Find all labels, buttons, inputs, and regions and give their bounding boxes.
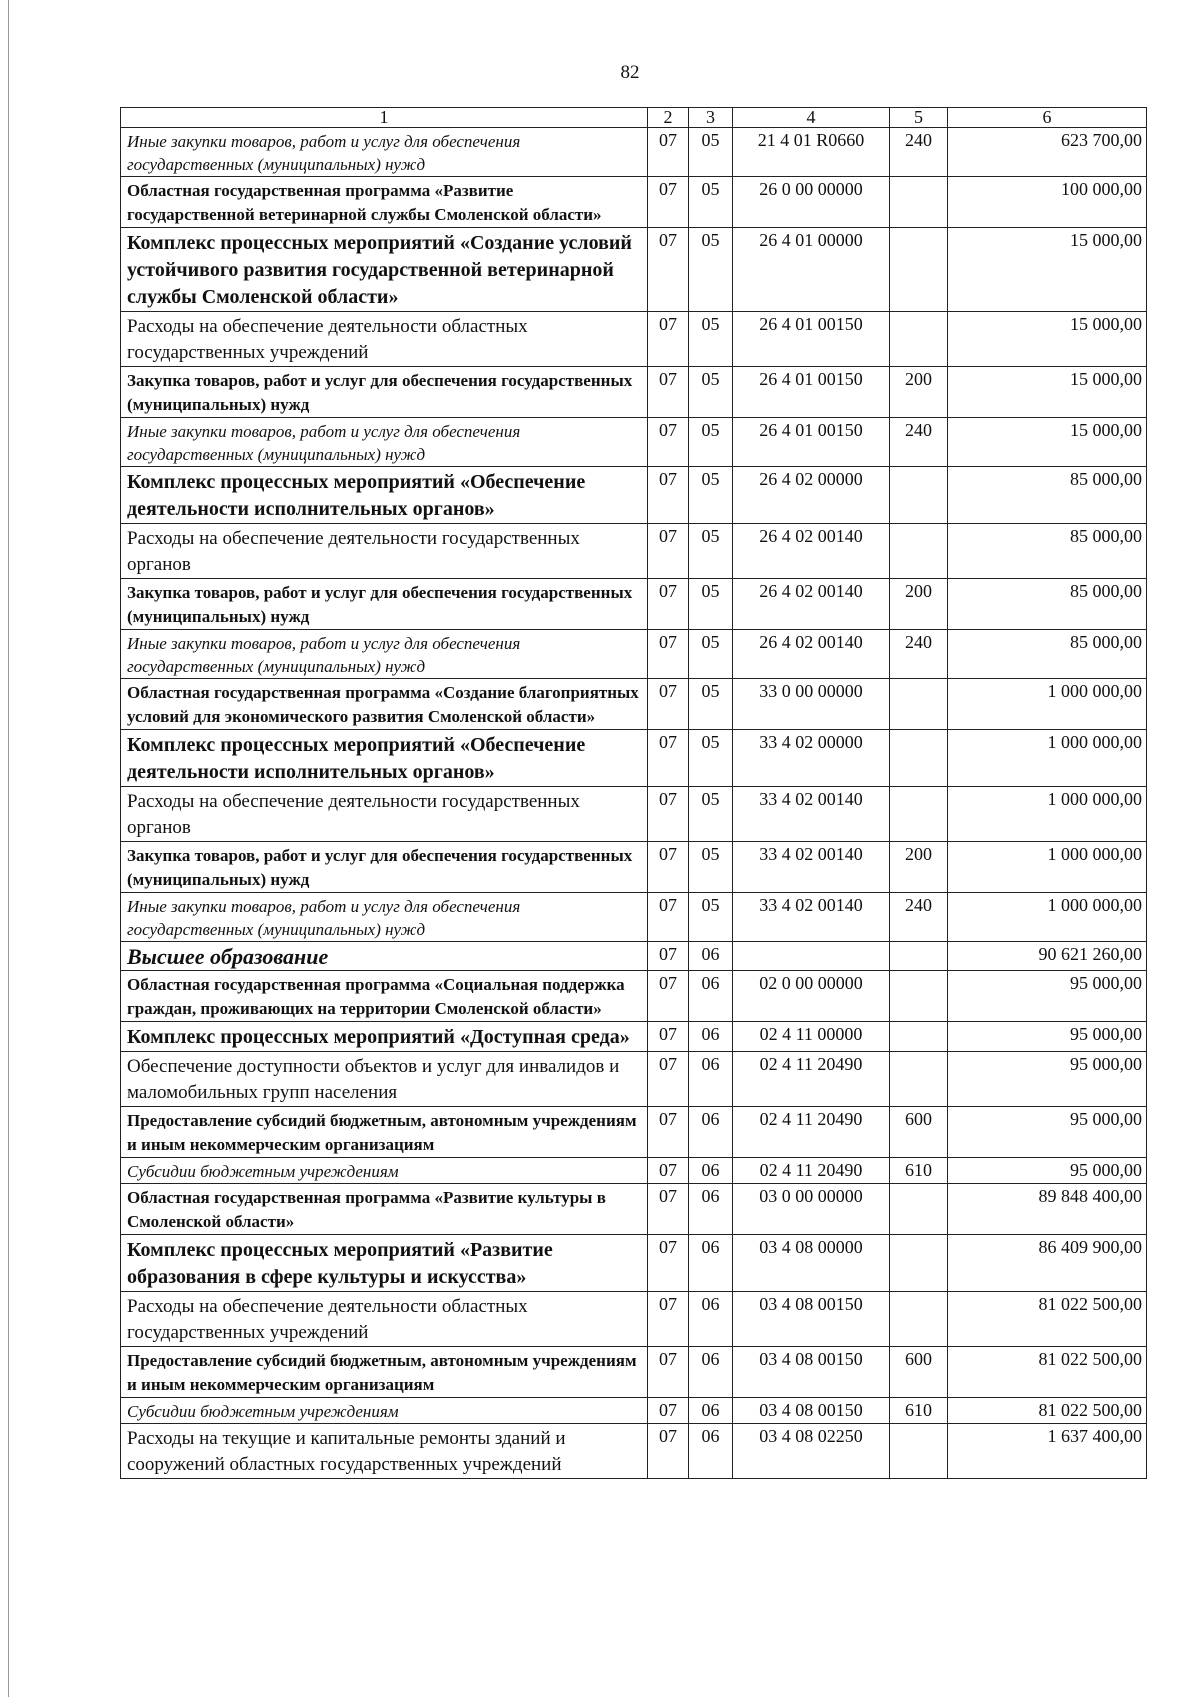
- row-amount-cell: 100 000,00: [948, 177, 1147, 228]
- row-target-article-cell: 03 4 08 02250: [733, 1424, 890, 1479]
- row-expense-type-cell: 240: [890, 630, 948, 679]
- row-name-cell: Высшее образование: [121, 942, 648, 971]
- table-header-row: [121, 108, 1147, 128]
- row-target-article-cell: 02 0 00 00000: [733, 971, 890, 1022]
- row-name-cell: Расходы на обеспечение деятельности областных государственных учреждений: [121, 312, 648, 367]
- row-target-article-cell: 26 4 02 00140: [733, 579, 890, 630]
- row-target-article-cell: 26 4 02 00000: [733, 467, 890, 524]
- row-name-cell: Предоставление субсидий бюджетным, автономным учреждениям и иным некоммерческим организациям: [121, 1347, 648, 1398]
- row-expense-type-cell: [890, 1184, 948, 1235]
- row-name-cell: Областная государственная программа «Развитие культуры в Смоленской области»: [121, 1184, 648, 1235]
- row-target-article-cell: 26 4 02 00140: [733, 524, 890, 579]
- row-target-article-cell: 03 4 08 00150: [733, 1347, 890, 1398]
- page-number: 82: [620, 62, 640, 83]
- row-expense-type-cell: 200: [890, 367, 948, 418]
- row-name-cell: Комплекс процессных мероприятий «Обеспечение деятельности исполнительных органов»: [121, 730, 648, 787]
- row-section-cell: 07: [648, 730, 689, 787]
- table-row: [121, 418, 1147, 467]
- row-section-cell: 07: [648, 971, 689, 1022]
- table-row: [121, 367, 1147, 418]
- row-amount-cell: 81 022 500,00: [948, 1398, 1147, 1424]
- row-amount-cell: 95 000,00: [948, 1107, 1147, 1158]
- column-header-3: 3: [689, 108, 733, 128]
- row-expense-type-cell: [890, 971, 948, 1022]
- row-name-cell: Закупка товаров, работ и услуг для обеспечения государственных (муниципальных) нужд: [121, 842, 648, 893]
- row-name-cell: Расходы на обеспечение деятельности областных государственных учреждений: [121, 1292, 648, 1347]
- column-header-1: 1: [121, 108, 648, 128]
- row-amount-cell: 1 000 000,00: [948, 842, 1147, 893]
- row-amount-cell: 85 000,00: [948, 524, 1147, 579]
- table-row: [121, 942, 1147, 971]
- row-amount-cell: 95 000,00: [948, 1052, 1147, 1107]
- row-expense-type-cell: [890, 228, 948, 312]
- row-target-article-cell: 26 0 00 00000: [733, 177, 890, 228]
- row-expense-type-cell: 600: [890, 1107, 948, 1158]
- row-target-article-cell: 03 4 08 00000: [733, 1235, 890, 1292]
- row-subsection-cell: 06: [689, 942, 733, 971]
- row-name-cell: Закупка товаров, работ и услуг для обеспечения государственных (муниципальных) нужд: [121, 579, 648, 630]
- table-row: [121, 1158, 1147, 1184]
- row-subsection-cell: 05: [689, 367, 733, 418]
- row-expense-type-cell: [890, 1235, 948, 1292]
- row-name-cell: Закупка товаров, работ и услуг для обеспечения государственных (муниципальных) нужд: [121, 367, 648, 418]
- row-section-cell: 07: [648, 1292, 689, 1347]
- row-expense-type-cell: [890, 679, 948, 730]
- row-amount-cell: 15 000,00: [948, 367, 1147, 418]
- row-section-cell: 07: [648, 467, 689, 524]
- row-target-article-cell: 26 4 02 00140: [733, 630, 890, 679]
- row-subsection-cell: 05: [689, 579, 733, 630]
- row-expense-type-cell: [890, 1424, 948, 1479]
- row-expense-type-cell: [890, 787, 948, 842]
- row-expense-type-cell: [890, 1052, 948, 1107]
- row-amount-cell: 90 621 260,00: [948, 942, 1147, 971]
- row-subsection-cell: 05: [689, 630, 733, 679]
- row-name-cell: Областная государственная программа «Социальная поддержка граждан, проживающих на территории Смоленской области»: [121, 971, 648, 1022]
- row-name-cell: Иные закупки товаров, работ и услуг для обеспечения государственных (муниципальных) нужд: [121, 630, 648, 679]
- column-header-6: 6: [948, 108, 1147, 128]
- row-amount-cell: 1 000 000,00: [948, 679, 1147, 730]
- row-target-article-cell: 33 4 02 00000: [733, 730, 890, 787]
- table-row: [121, 128, 1147, 177]
- row-section-cell: 07: [648, 842, 689, 893]
- row-section-cell: 07: [648, 418, 689, 467]
- row-expense-type-cell: [890, 312, 948, 367]
- row-section-cell: 07: [648, 312, 689, 367]
- table-row: [121, 1107, 1147, 1158]
- table-row: [121, 228, 1147, 312]
- row-subsection-cell: 05: [689, 128, 733, 177]
- row-target-article-cell: 21 4 01 R0660: [733, 128, 890, 177]
- table-row: [121, 1022, 1147, 1052]
- row-name-cell: Обеспечение доступности объектов и услуг для инвалидов и маломобильных групп населения: [121, 1052, 648, 1107]
- row-subsection-cell: 05: [689, 524, 733, 579]
- row-target-article-cell: 02 4 11 00000: [733, 1022, 890, 1052]
- table-row: [121, 579, 1147, 630]
- column-header-2: 2: [648, 108, 689, 128]
- row-target-article-cell: [733, 942, 890, 971]
- row-name-cell: Иные закупки товаров, работ и услуг для обеспечения государственных (муниципальных) нужд: [121, 128, 648, 177]
- row-target-article-cell: 03 4 08 00150: [733, 1398, 890, 1424]
- table-row: [121, 1424, 1147, 1479]
- row-target-article-cell: 33 4 02 00140: [733, 787, 890, 842]
- row-subsection-cell: 05: [689, 312, 733, 367]
- row-amount-cell: 86 409 900,00: [948, 1235, 1147, 1292]
- table-row: [121, 312, 1147, 367]
- row-section-cell: 07: [648, 367, 689, 418]
- row-target-article-cell: 26 4 01 00000: [733, 228, 890, 312]
- row-amount-cell: 85 000,00: [948, 579, 1147, 630]
- row-target-article-cell: 33 0 00 00000: [733, 679, 890, 730]
- table-row: [121, 630, 1147, 679]
- row-amount-cell: 15 000,00: [948, 418, 1147, 467]
- row-target-article-cell: 26 4 01 00150: [733, 367, 890, 418]
- row-name-cell: Комплекс процессных мероприятий «Развитие образования в сфере культуры и искусства»: [121, 1235, 648, 1292]
- row-expense-type-cell: 600: [890, 1347, 948, 1398]
- table-row: [121, 524, 1147, 579]
- row-expense-type-cell: [890, 730, 948, 787]
- row-subsection-cell: 05: [689, 893, 733, 942]
- row-section-cell: 07: [648, 942, 689, 971]
- row-amount-cell: 95 000,00: [948, 971, 1147, 1022]
- scan-margin-line: [8, 0, 9, 1697]
- table-row: [121, 1292, 1147, 1347]
- row-subsection-cell: 06: [689, 1347, 733, 1398]
- row-subsection-cell: 05: [689, 228, 733, 312]
- row-name-cell: Субсидии бюджетным учреждениям: [121, 1158, 648, 1184]
- row-amount-cell: 95 000,00: [948, 1022, 1147, 1052]
- row-expense-type-cell: 240: [890, 893, 948, 942]
- row-name-cell: Расходы на обеспечение деятельности государственных органов: [121, 524, 648, 579]
- row-subsection-cell: 06: [689, 971, 733, 1022]
- row-amount-cell: 15 000,00: [948, 312, 1147, 367]
- row-target-article-cell: 33 4 02 00140: [733, 893, 890, 942]
- row-expense-type-cell: [890, 942, 948, 971]
- row-name-cell: Комплекс процессных мероприятий «Создание условий устойчивого развития государственной ветеринарной службы Смоленской области»: [121, 228, 648, 312]
- row-section-cell: 07: [648, 1235, 689, 1292]
- row-subsection-cell: 06: [689, 1398, 733, 1424]
- row-amount-cell: 81 022 500,00: [948, 1347, 1147, 1398]
- row-expense-type-cell: [890, 1292, 948, 1347]
- table-row: [121, 893, 1147, 942]
- table-row: [121, 1184, 1147, 1235]
- row-name-cell: Областная государственная программа «Развитие государственной ветеринарной службы Смоленской области»: [121, 177, 648, 228]
- row-expense-type-cell: 240: [890, 418, 948, 467]
- row-amount-cell: 1 637 400,00: [948, 1424, 1147, 1479]
- column-header-5: 5: [890, 108, 948, 128]
- row-section-cell: 07: [648, 1184, 689, 1235]
- row-section-cell: 07: [648, 1052, 689, 1107]
- row-target-article-cell: 26 4 01 00150: [733, 312, 890, 367]
- row-amount-cell: 1 000 000,00: [948, 787, 1147, 842]
- row-amount-cell: 15 000,00: [948, 228, 1147, 312]
- row-expense-type-cell: 240: [890, 128, 948, 177]
- row-amount-cell: 85 000,00: [948, 630, 1147, 679]
- row-expense-type-cell: 610: [890, 1158, 948, 1184]
- table-row: [121, 787, 1147, 842]
- row-name-cell: Областная государственная программа «Создание благоприятных условий для экономического развития Смоленской области»: [121, 679, 648, 730]
- row-name-cell: Иные закупки товаров, работ и услуг для обеспечения государственных (муниципальных) нужд: [121, 893, 648, 942]
- row-subsection-cell: 05: [689, 467, 733, 524]
- table-row: [121, 730, 1147, 787]
- row-target-article-cell: 03 4 08 00150: [733, 1292, 890, 1347]
- row-section-cell: 07: [648, 787, 689, 842]
- row-subsection-cell: 06: [689, 1158, 733, 1184]
- row-name-cell: Расходы на текущие и капитальные ремонты зданий и сооружений областных государственных учреждений: [121, 1424, 648, 1479]
- table-row: [121, 679, 1147, 730]
- row-subsection-cell: 06: [689, 1022, 733, 1052]
- row-section-cell: 07: [648, 1022, 689, 1052]
- table-row: [121, 1235, 1147, 1292]
- table-row: [121, 971, 1147, 1022]
- row-name-cell: Субсидии бюджетным учреждениям: [121, 1398, 648, 1424]
- row-subsection-cell: 06: [689, 1052, 733, 1107]
- row-section-cell: 07: [648, 1158, 689, 1184]
- row-amount-cell: 89 848 400,00: [948, 1184, 1147, 1235]
- row-expense-type-cell: [890, 467, 948, 524]
- row-target-article-cell: 33 4 02 00140: [733, 842, 890, 893]
- row-subsection-cell: 05: [689, 679, 733, 730]
- row-amount-cell: 81 022 500,00: [948, 1292, 1147, 1347]
- row-section-cell: 07: [648, 1347, 689, 1398]
- row-expense-type-cell: 610: [890, 1398, 948, 1424]
- table-row: [121, 177, 1147, 228]
- row-amount-cell: 1 000 000,00: [948, 730, 1147, 787]
- row-name-cell: Комплекс процессных мероприятий «Обеспечение деятельности исполнительных органов»: [121, 467, 648, 524]
- row-subsection-cell: 05: [689, 418, 733, 467]
- row-expense-type-cell: [890, 177, 948, 228]
- row-section-cell: 07: [648, 679, 689, 730]
- budget-table: [120, 107, 1147, 1479]
- row-name-cell: Расходы на обеспечение деятельности государственных органов: [121, 787, 648, 842]
- row-section-cell: 07: [648, 128, 689, 177]
- row-section-cell: 07: [648, 228, 689, 312]
- row-section-cell: 07: [648, 1424, 689, 1479]
- row-target-article-cell: 26 4 01 00150: [733, 418, 890, 467]
- row-subsection-cell: 06: [689, 1107, 733, 1158]
- row-target-article-cell: 02 4 11 20490: [733, 1158, 890, 1184]
- row-section-cell: 07: [648, 524, 689, 579]
- row-name-cell: Комплекс процессных мероприятий «Доступная среда»: [121, 1022, 648, 1052]
- row-section-cell: 07: [648, 579, 689, 630]
- row-amount-cell: 623 700,00: [948, 128, 1147, 177]
- row-amount-cell: 1 000 000,00: [948, 893, 1147, 942]
- row-subsection-cell: 06: [689, 1424, 733, 1479]
- row-section-cell: 07: [648, 1107, 689, 1158]
- row-amount-cell: 95 000,00: [948, 1158, 1147, 1184]
- row-section-cell: 07: [648, 630, 689, 679]
- row-target-article-cell: 03 0 00 00000: [733, 1184, 890, 1235]
- table-body: [121, 128, 1147, 1479]
- row-subsection-cell: 05: [689, 787, 733, 842]
- table-row: [121, 1398, 1147, 1424]
- row-subsection-cell: 05: [689, 842, 733, 893]
- row-expense-type-cell: [890, 1022, 948, 1052]
- row-section-cell: 07: [648, 177, 689, 228]
- row-target-article-cell: 02 4 11 20490: [733, 1107, 890, 1158]
- row-expense-type-cell: [890, 524, 948, 579]
- row-expense-type-cell: 200: [890, 842, 948, 893]
- row-section-cell: 07: [648, 893, 689, 942]
- column-header-4: 4: [733, 108, 890, 128]
- table-row: [121, 467, 1147, 524]
- table-row: [121, 1052, 1147, 1107]
- row-subsection-cell: 06: [689, 1184, 733, 1235]
- row-subsection-cell: 05: [689, 730, 733, 787]
- row-subsection-cell: 05: [689, 177, 733, 228]
- row-amount-cell: 85 000,00: [948, 467, 1147, 524]
- row-name-cell: Иные закупки товаров, работ и услуг для обеспечения государственных (муниципальных) нужд: [121, 418, 648, 467]
- row-subsection-cell: 06: [689, 1292, 733, 1347]
- table-row: [121, 842, 1147, 893]
- row-name-cell: Предоставление субсидий бюджетным, автономным учреждениям и иным некоммерческим организациям: [121, 1107, 648, 1158]
- row-section-cell: 07: [648, 1398, 689, 1424]
- table-row: [121, 1347, 1147, 1398]
- row-target-article-cell: 02 4 11 20490: [733, 1052, 890, 1107]
- row-expense-type-cell: 200: [890, 579, 948, 630]
- row-subsection-cell: 06: [689, 1235, 733, 1292]
